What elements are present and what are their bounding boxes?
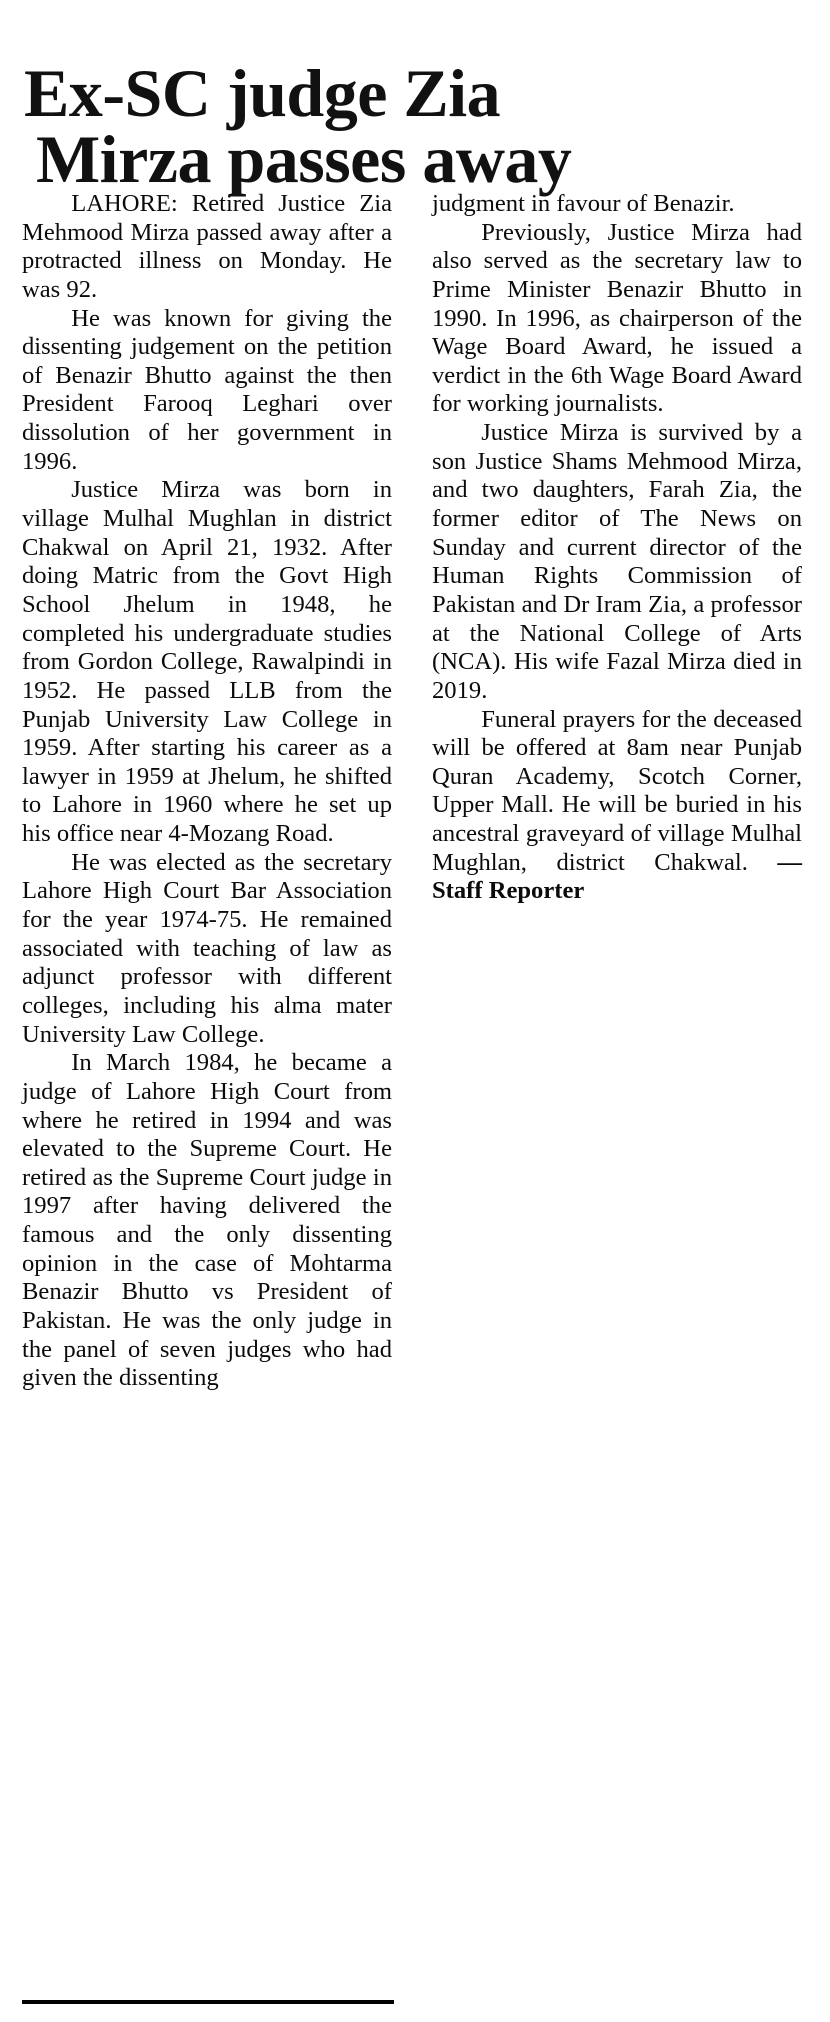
- headline-line-2: Mirza passes away: [36, 121, 572, 198]
- final-paragraph-text: Funeral prayers for the deceased will be offered at 8am near Punjab Quran Academy, Scotch Corner, Upper Mall. He will be buried in his ancestral graveyard of village Mulhal Mughlan, district Chakwal.: [432, 705, 802, 876]
- article-column-left: [22, 190, 392, 1393]
- paragraph-final: [432, 706, 802, 906]
- paragraph: He was known for giving the dissenting judgement on the petition of Benazir Bhutto against the then President Farooq Leghari over dissolution of her government in 1996.: [22, 304, 392, 475]
- headline-line-1: Ex-SC judge Zia: [24, 54, 501, 131]
- paragraph: He was elected as the secretary Lahore High Court Bar Association for the year 1974-75. He remained associated with teaching of law as adjunct professor with different colleges, including his alma mater University Law College.: [22, 848, 392, 1048]
- paragraph: Previously, Justice Mirza had also served as the secretary law to Prime Minister Benazir Bhutto in 1990. In 1996, as chairperson of the Wage Board Award, he issued a verdict in the 6th Wage Board Award for working journalists.: [432, 218, 802, 418]
- byline-dash: —: [747, 848, 802, 876]
- bottom-divider-rule: [22, 2000, 394, 2004]
- paragraph-continuation: judgment in favour of Benazir.: [432, 190, 735, 217]
- paragraph: LAHORE: Retired Justice Zia Mehmood Mirza passed away after a protracted illness on Monday. He was 92.: [22, 190, 392, 303]
- paragraph: Justice Mirza is survived by a son Justice Shams Mehmood Mirza, and two daughters, Farah Zia, the former editor of The News on Sunday and current director of the Human Rights Commission of Pakistan and Dr Iram Zia, a professor at the National College of Arts (NCA). His wife Fazal Mirza died in 2019.: [432, 419, 802, 704]
- article-headline: [22, 54, 812, 198]
- byline: Staff Reporter: [432, 877, 585, 905]
- paragraph: In March 1984, he became a judge of Lahore High Court from where he retired in 1994 and was elevated to the Supreme Court. He retired as the Supreme Court judge in 1997 after having delivered the famous and the only dissenting opinion in the case of Mohtarma Benazir Bhutto vs President of Pakistan. He was the only judge in the panel of seven judges who had given the dissenting: [22, 1049, 392, 1392]
- article-column-right: [432, 190, 802, 906]
- article-body: [22, 190, 812, 1980]
- paragraph: Justice Mirza was born in village Mulhal Mughlan in district Chakwal on April 21, 1932. After doing Matric from the Govt High School Jhelum in 1948, he completed his undergraduate studies from Gordon College, Rawalpindi in 1952. He passed LLB from the Punjab University Law College in 1959. After starting his career as a lawyer in 1959 at Jhelum, he shifted to Lahore in 1960 where he set up his office near 4-Mozang Road.: [22, 476, 392, 848]
